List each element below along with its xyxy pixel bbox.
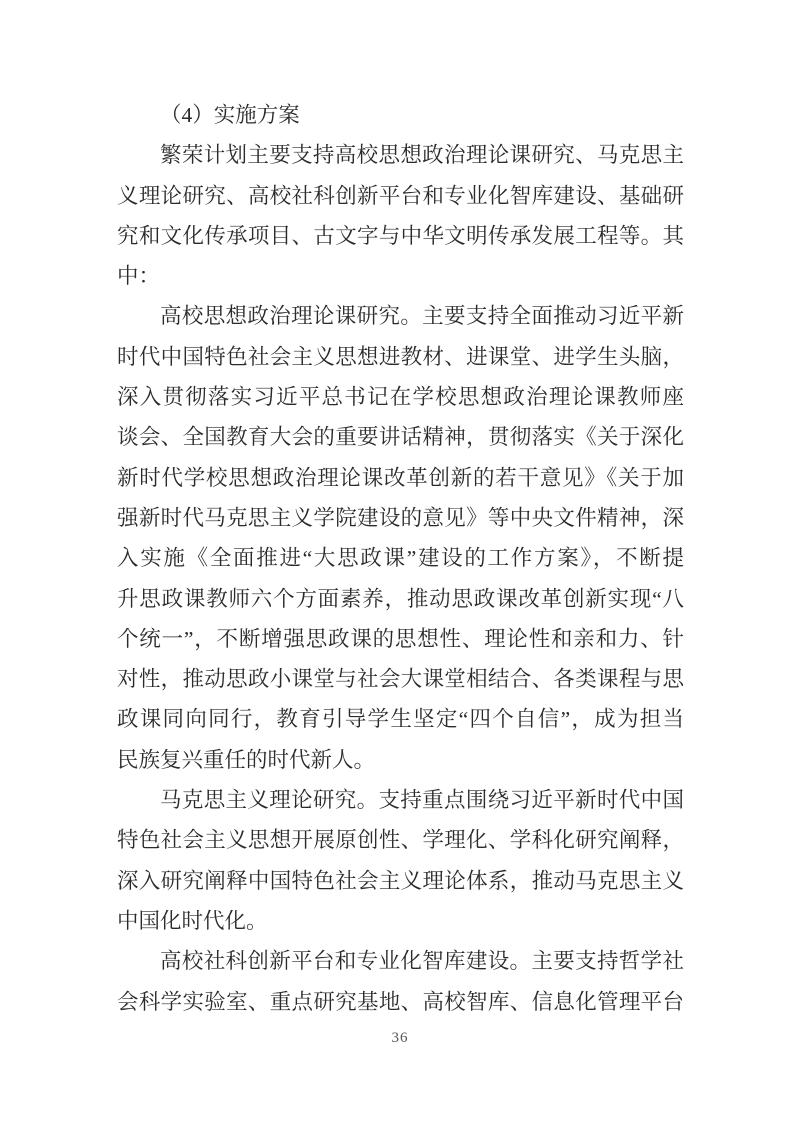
- document-line: 义理论研究、高校社科创新平台和专业化智库建设、基础研: [117, 183, 684, 208]
- document-line: 中国化时代化。: [117, 908, 268, 933]
- document-line: 个统一”，不断增强思政课的思想性、理论性和亲和力、针: [117, 626, 684, 651]
- document-line: 深入研究阐释中国特色社会主义理论体系，推动马克思主义: [117, 868, 684, 893]
- document-text-block: [117, 95, 684, 1022]
- document-line: 究和文化传承项目、古文字与中华文明传承发展工程等。其: [117, 223, 684, 248]
- document-line: 入实施《全面推进“大思政课”建设的工作方案》，不断提: [117, 546, 684, 571]
- document-line: 时代中国特色社会主义思想进教材、进课堂、进学生头脑，: [117, 344, 684, 369]
- document-line: 强新时代马克思主义学院建设的意见》等中央文件精神，深: [117, 505, 684, 530]
- document-line: 中：: [117, 264, 161, 289]
- document-line: 高校社科创新平台和专业化智库建设。主要支持哲学社: [160, 949, 684, 974]
- document-line: 对性，推动思政小课堂与社会大课堂相结合、各类课程与思: [117, 667, 684, 692]
- document-line: 繁荣计划主要支持高校思想政治理论课研究、马克思主: [160, 143, 684, 168]
- document-line: 民族复兴重任的时代新人。: [117, 747, 376, 772]
- document-line: 马克思主义理论研究。支持重点围绕习近平新时代中国: [160, 788, 684, 813]
- document-line: 高校思想政治理论课研究。主要支持全面推动习近平新: [160, 304, 684, 329]
- document-line: 特色社会主义思想开展原创性、学理化、学科化研究阐释，: [117, 828, 684, 853]
- document-line: 谈会、全国教育大会的重要讲话精神，贯彻落实《关于深化: [117, 425, 684, 450]
- document-line: 深入贯彻落实习近平总书记在学校思想政治理论课教师座: [117, 385, 684, 410]
- document-line: 新时代学校思想政治理论课改革创新的若干意见》《关于加: [117, 465, 684, 490]
- document-line: 会科学实验室、重点研究基地、高校智库、信息化管理平台: [117, 989, 684, 1014]
- document-line: 升思政课教师六个方面素养，推动思政课改革创新实现“八: [117, 586, 684, 611]
- document-line: 政课同向同行，教育引导学生坚定“四个自信”，成为担当: [117, 707, 684, 732]
- section-heading: （4）实施方案: [160, 103, 300, 127]
- page-number: 36: [391, 1030, 409, 1046]
